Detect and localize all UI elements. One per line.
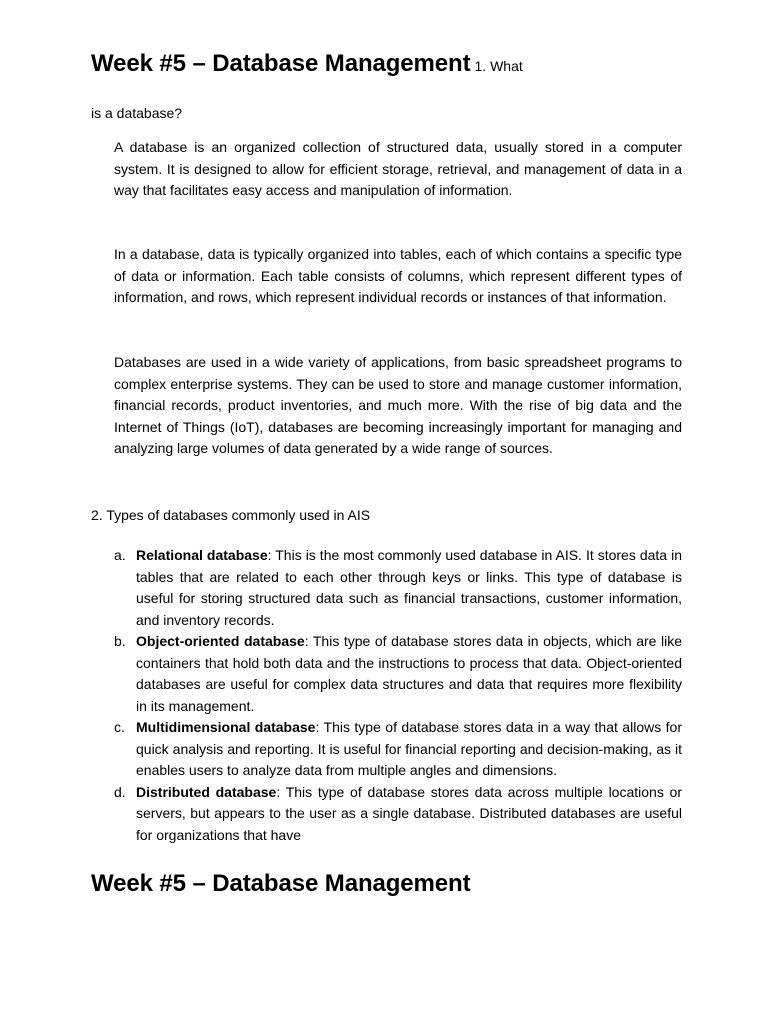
list-item-distributed <box>114 782 682 847</box>
question1-start: 1. What <box>474 58 523 74</box>
list-term: Distributed database <box>136 783 277 800</box>
list-term: Object-oriented database <box>136 633 305 649</box>
list-text: : This type of database stores data in a way that allows for quick analysis and reporting. It is useful for financial reporting and decision-making, as it enables users to analyze data from multiple angles and dimensions. <box>136 719 682 778</box>
list-marker: a. <box>114 547 126 563</box>
database-types-list <box>114 545 682 846</box>
footer-title: Week #5 – Database Management <box>91 870 471 897</box>
list-marker: c. <box>114 719 125 735</box>
list-marker: d. <box>114 783 126 800</box>
list-item-relational <box>114 545 682 631</box>
heading-line <box>91 50 523 78</box>
page-title: Week #5 – Database Management <box>91 50 471 77</box>
list-term: Multidimensional database <box>136 719 316 735</box>
list-text: : This type of database stores data in objects, which are like containers that hold both data and the instructions to process that data. Object-oriented databases are useful for complex data structures and data that requires more flexibility in its management. <box>136 633 683 714</box>
list-item-object-oriented <box>114 631 682 717</box>
list-marker: b. <box>114 633 126 649</box>
paragraph-definition: A database is an organized collection of structured data, usually stored in a computer system. It is designed to allow for efficient storage, retrieval, and management of data in a way that facilitates easy access and manipulation of information. <box>114 139 682 198</box>
list-item-multidimensional <box>114 717 682 782</box>
question1-rest: is a database? <box>91 105 183 121</box>
paragraph-applications: Databases are used in a wide variety of applications, from basic spreadsheet programs to complex enterprise systems. They can be used to store and manage customer information, financial records, product inventories, and much more. With the rise of big data and the Internet of Things (IoT), databases are becoming increasingly important for managing and analyzing large volumes of data generated by a wide range of sources. <box>114 354 682 456</box>
paragraph-tables: In a database, data is typically organized into tables, each of which contains a specific type of data or information. Each table consists of columns, which represent different types of information, and rows, which represent individual records or instances of that information. <box>114 246 682 305</box>
question2-heading: 2. Types of databases commonly used in AIS <box>91 507 371 523</box>
list-text: : This type of database stores data across multiple locations or servers, but appears to the user as a single database. Distributed databases are useful for organizations that have <box>136 783 682 843</box>
list-term: Relational database <box>136 547 268 563</box>
list-text: : This is the most commonly used database in AIS. It stores data in tables that are related to each other through keys or links. This type of database is useful for storing structured data such as financial transactions, customer information, and inventory records. <box>136 547 682 628</box>
